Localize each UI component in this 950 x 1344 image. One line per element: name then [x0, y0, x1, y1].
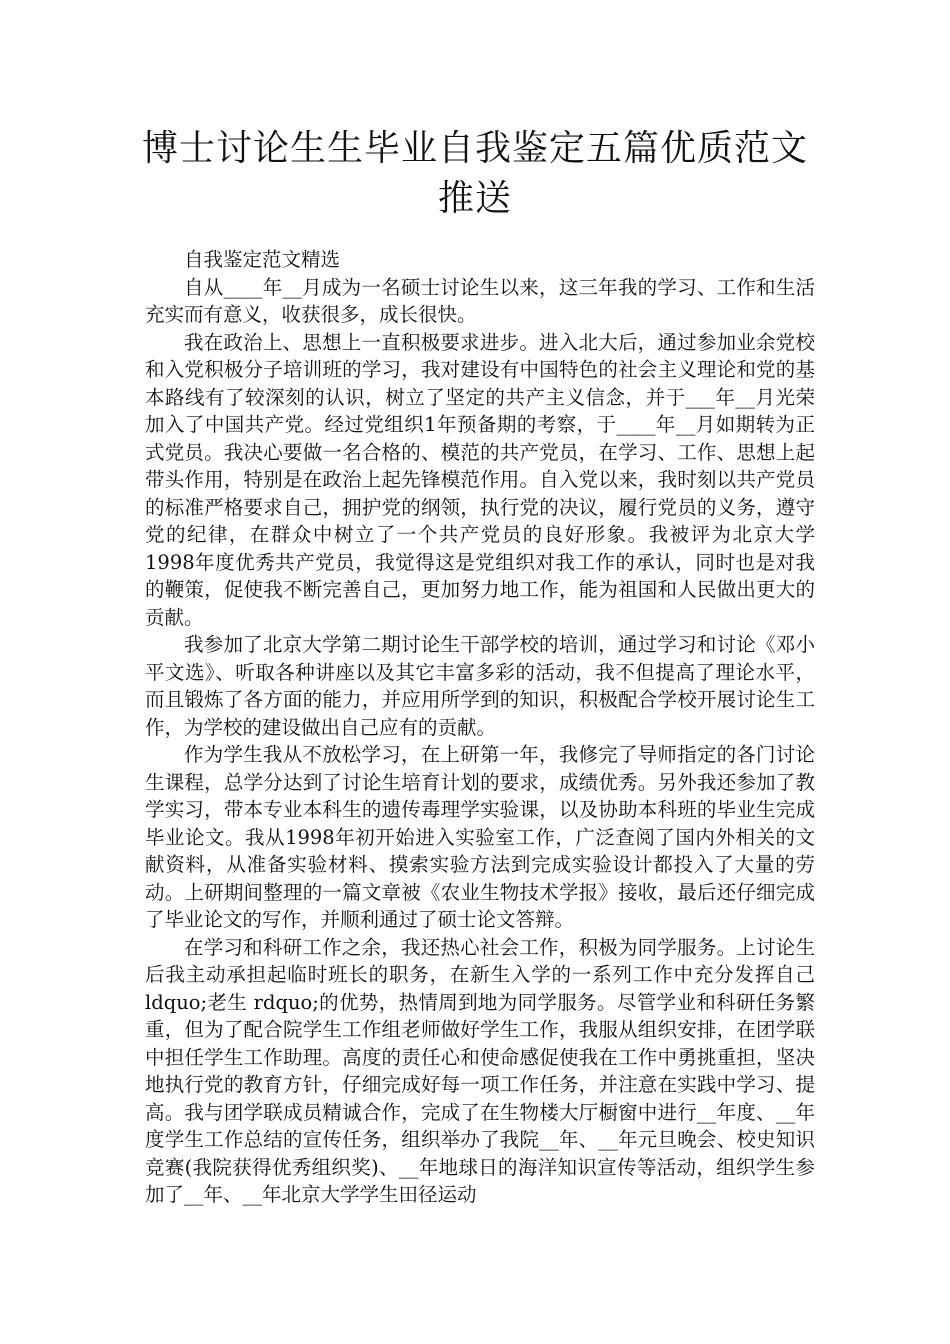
paragraph-intro: 自从____年__月成为一名硕士讨论生以来，这三年我的学习、工作和生活充实而有意义，收获很多，成长很快。 — [145, 275, 815, 326]
document-title — [120, 124, 830, 224]
paragraph-study: 作为学生我从不放松学习，在上研第一年，我修完了导师指定的各门讨论生课程，总学分达到了讨论生培育计划的要求，成绩优秀。另外我还参加了教学实习，带本专业本科生的遗传毒理学实验课，以及协助本科班的毕业生完成毕业论文。我从1998年初开始进入实验室工作，广泛查阅了国内外相关的文献资料，从准备实验材料、摸索实验方法到完成实验设计都投入了大量的劳动。上研期间整理的一篇文章被《农业生物技术学报》接收，最后还仔细完成了毕业论文的写作，并顺利通过了硕士论文答辩。 — [145, 743, 815, 931]
paragraph-training: 我参加了北京大学第二期讨论生干部学校的培训，通过学习和讨论《邓小平文选》、听取各种讲座以及其它丰富多彩的活动，我不但提高了理论水平，而且锻炼了各方面的能力，并应用所学到的知识，积极配合学校开展讨论生工作，为学校的建设做出自己应有的贡献。 — [145, 633, 815, 739]
title-line-2: 推送 — [437, 178, 512, 219]
document-body — [145, 246, 815, 1209]
paragraph-political: 我在政治上、思想上一直积极要求进步。进入北大后，通过参加业余党校和入党积极分子培训班的学习，我对建设有中国特色的社会主义理论和党的基本路线有了较深刻的认识，树立了坚定的共产主义信念，并于___年__月光荣加入了中国共产党。经过党组织1年预备期的考察，于____年__月如期转为正式党员。我决心要做一名合格的、模范的共产党员，在学习、工作、思想上起带头作用，特别是在政治上起先锋模范作用。自入党以来，我时刻以共产党员的标准严格要求自己，拥护党的纲领，执行党的决议，履行党员的义务，遵守党的纪律，在群众中树立了一个共产党员的良好形象。我被评为北京大学1998年度优秀共产党员，我觉得这是党组织对我工作的承认，同时也是对我的鞭策，促使我不断完善自己，更加努力地工作，能为祖国和人民做出更大的贡献。 — [145, 330, 815, 629]
section-heading: 自我鉴定范文精选 — [184, 248, 341, 271]
title-line-1: 博士讨论生生毕业自我鉴定五篇优质范文 — [141, 128, 808, 169]
paragraph-service: 在学习和科研工作之余，我还热心社会工作，积极为同学服务。上讨论生后我主动承担起临时班长的职务，在新生入学的一系列工作中充分发挥自己 ldquo;老生 rdquo;的优势，热情周到地为同学服务。尽管学业和科研任务繁重，但为了配合院学生工作组老师做好学生工作，我服从组织安排，在团学联中担任学生工作助理。高度的责任心和使命感促使我在工作中勇挑重担，坚决地执行党的教育方针，仔细完成好每一项工作任务，并注意在实践中学习、提高。我与团学联成员精诚合作，完成了在生物楼大厅橱窗中进行__年度、__年度学生工作总结的宣传任务，组织举办了我院__年、__年元旦晚会、校史知识竞赛(我院获得优秀组织奖)、__年地球日的海洋知识宣传等活动，组织学生参加了__年、__年北京大学学生田径运动 — [145, 935, 815, 1206]
